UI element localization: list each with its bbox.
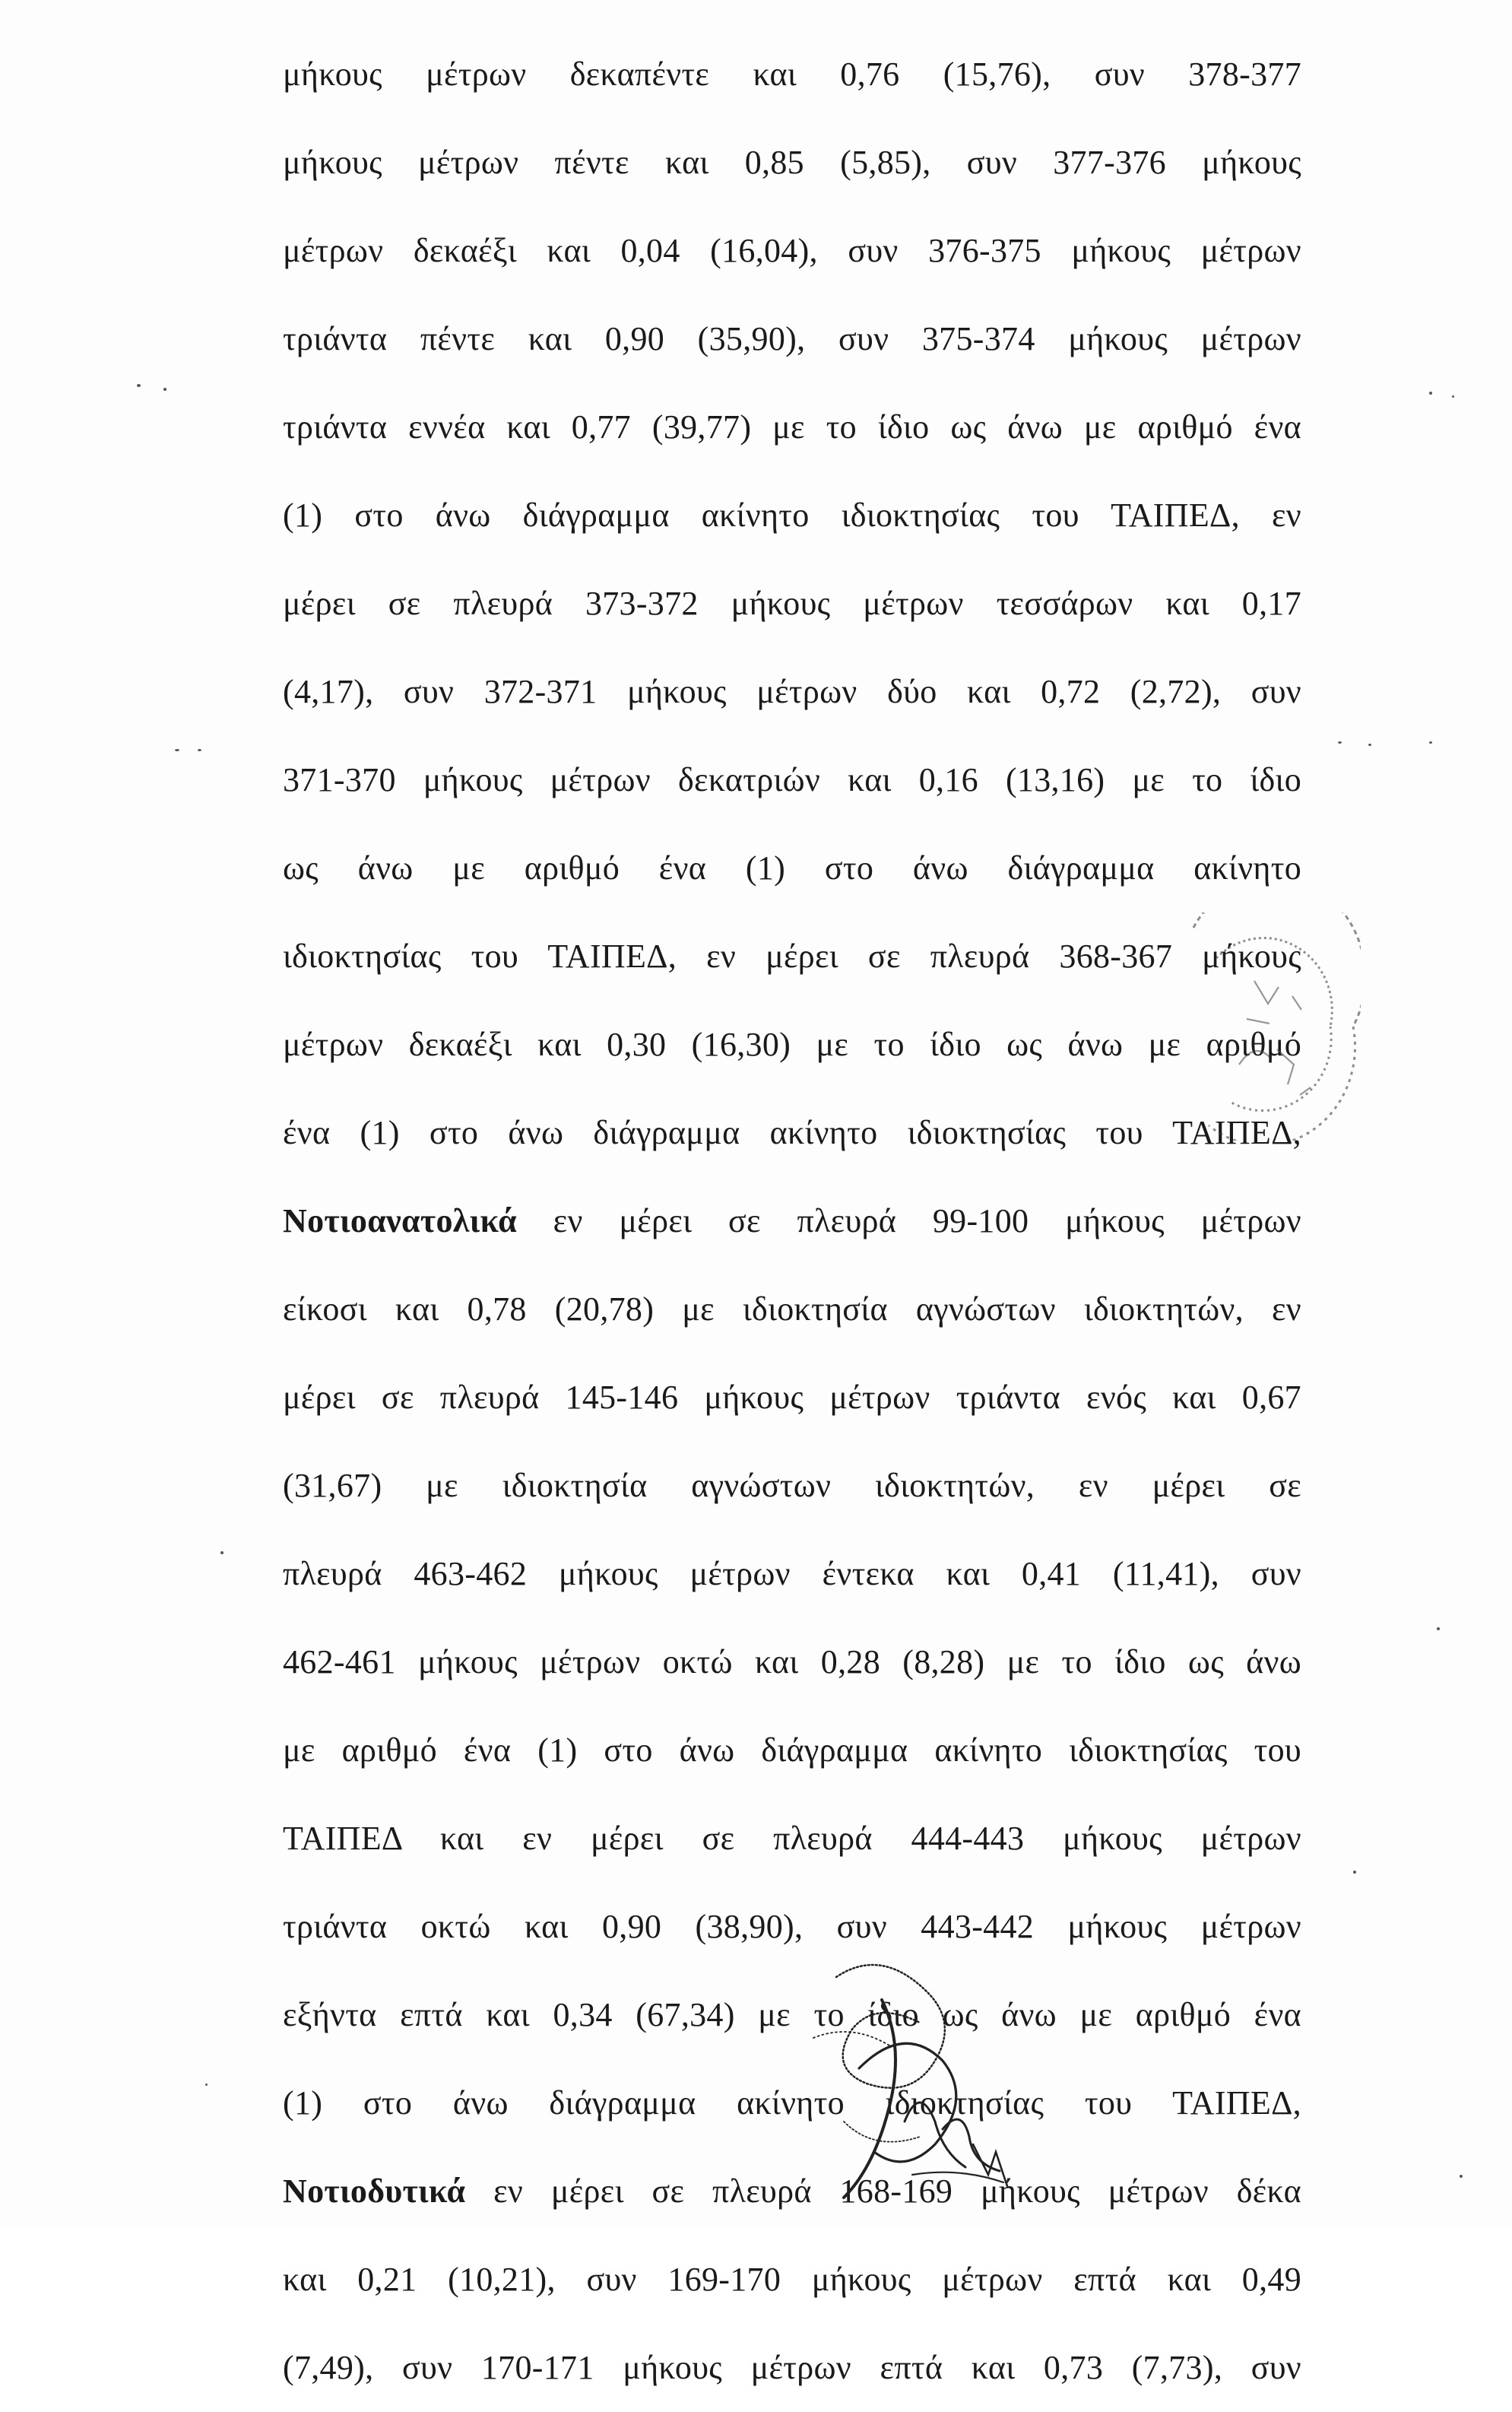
scan-speck — [175, 749, 179, 751]
scan-speck — [1460, 2175, 1463, 2178]
text-line — [283, 560, 1301, 648]
text-line — [283, 1265, 1301, 1354]
stamp-icon — [1163, 912, 1361, 1141]
line-text: ΤΑΙΠΕΔ και εν μέρει σε πλευρά 444-443 μήκους μέτρων — [283, 1820, 1301, 1857]
scan-speck — [1429, 392, 1432, 395]
text-line — [283, 736, 1301, 824]
line-text: μέρει σε πλευρά 373-372 μήκους μέτρων τεσσάρων και 0,17 — [283, 585, 1301, 622]
scan-speck — [220, 1551, 223, 1554]
text-line — [283, 1442, 1301, 1530]
line-text: τριάντα πέντε και 0,90 (35,90), συν 375-374 μήκους μέτρων — [283, 320, 1301, 357]
text-line — [283, 1089, 1301, 1177]
scan-speck — [1429, 741, 1432, 744]
line-text: μήκους μέτρων πέντε και 0,85 (5,85), συν 377-376 μήκους — [283, 144, 1301, 181]
text-line — [283, 471, 1301, 560]
line-text: μέρει σε πλευρά 145-146 μήκους μέτρων τριάντα ενός και 0,67 — [283, 1379, 1301, 1416]
line-text: και 0,21 (10,21), συν 169-170 μήκους μέτρων επτά και 0,49 — [283, 2261, 1301, 2298]
text-line — [283, 30, 1301, 119]
text-line — [283, 1706, 1301, 1795]
text-line — [283, 1177, 1301, 1265]
text-line — [283, 1001, 1301, 1089]
line-text: με αριθμό ένα (1) στο άνω διάγραμμα ακίνητο ιδιοκτησίας του — [283, 1731, 1301, 1769]
bold-direction-label: Νοτιοδυτικά — [283, 2172, 466, 2210]
text-line — [283, 207, 1301, 295]
line-text: εν μέρει σε πλευρά 168-169 μήκους μέτρων δέκα — [465, 2172, 1301, 2210]
line-text: (1) στο άνω διάγραμμα ακίνητο ιδιοκτησίας του ΤΑΙΠΕΔ, εν — [283, 497, 1301, 534]
scan-speck — [1452, 395, 1454, 398]
text-line — [283, 119, 1301, 207]
line-text: τριάντα οκτώ και 0,90 (38,90), συν 443-442 μήκους μέτρων — [283, 1908, 1301, 1945]
line-text: (1) στο άνω διάγραμμα ακίνητο ιδιοκτησίας του ΤΑΙΠΕΔ, — [283, 2084, 1301, 2122]
line-text: ως άνω με αριθμό ένα (1) στο άνω διάγραμμα ακίνητο — [283, 849, 1301, 887]
line-text: τριάντα εννέα και 0,77 (39,77) με το ίδιο ως άνω με αριθμό ένα — [283, 408, 1301, 446]
text-line — [283, 1795, 1301, 1883]
text-line — [283, 648, 1301, 736]
text-line — [283, 1354, 1301, 1442]
text-line — [283, 824, 1301, 912]
line-text: ιδιοκτησίας του ΤΑΙΠΕΔ, εν μέρει σε πλευρά 368-367 μήκους — [283, 938, 1301, 975]
text-line — [283, 1530, 1301, 1618]
scan-speck — [1368, 744, 1371, 746]
scan-speck — [137, 384, 141, 387]
line-text: εξήντα επτά και 0,34 (67,34) με το ίδιο ως άνω με αριθμό ένα — [283, 1996, 1301, 2033]
text-line — [283, 383, 1301, 471]
signature-icon — [791, 1947, 1064, 2228]
text-line — [283, 1618, 1301, 1706]
line-text: πλευρά 463-462 μήκους μέτρων έντεκα και 0,41 (11,41), συν — [283, 1555, 1301, 1592]
line-text: 462-461 μήκους μέτρων οκτώ και 0,28 (8,28) με το ίδιο ως άνω — [283, 1643, 1301, 1680]
line-text: είκοσι και 0,78 (20,78) με ιδιοκτησία αγνώστων ιδιοκτητών, εν — [283, 1290, 1301, 1328]
scan-speck — [1437, 1627, 1440, 1630]
scan-speck — [1353, 1871, 1356, 1874]
scan-speck — [198, 749, 201, 751]
text-line — [283, 295, 1301, 383]
text-line — [283, 2324, 1301, 2412]
line-text: (4,17), συν 372-371 μήκους μέτρων δύο και 0,72 (2,72), συν — [283, 673, 1301, 710]
text-line — [283, 2236, 1301, 2324]
scan-speck — [1338, 741, 1342, 744]
line-text: μέτρων δεκαέξι και 0,30 (16,30) με το ίδιο ως άνω με αριθμό — [283, 1026, 1301, 1063]
line-text: μέτρων δεκαέξι και 0,04 (16,04), συν 376-375 μήκους μέτρων — [283, 232, 1301, 269]
line-text: 371-370 μήκους μέτρων δεκατριών και 0,16 (13,16) με το ίδιο — [283, 761, 1301, 798]
bold-direction-label: Νοτιοανατολικά — [283, 1202, 517, 1239]
text-line — [283, 912, 1301, 1001]
scan-speck — [205, 2084, 208, 2086]
line-text: εν μέρει σε πλευρά 99-100 μήκους μέτρων — [516, 1202, 1301, 1239]
line-text: (7,49), συν 170-171 μήκους μέτρων επτά και 0,73 (7,73), συν — [283, 2349, 1301, 2386]
scan-speck — [163, 388, 166, 391]
line-text: ένα (1) στο άνω διάγραμμα ακίνητο ιδιοκτησίας του ΤΑΙΠΕΔ, — [283, 1114, 1301, 1151]
line-text: (31,67) με ιδιοκτησία αγνώστων ιδιοκτητών, εν μέρει σε — [283, 1467, 1301, 1504]
line-text: μήκους μέτρων δεκαπέντε και 0,76 (15,76), συν 378-377 — [283, 56, 1301, 93]
